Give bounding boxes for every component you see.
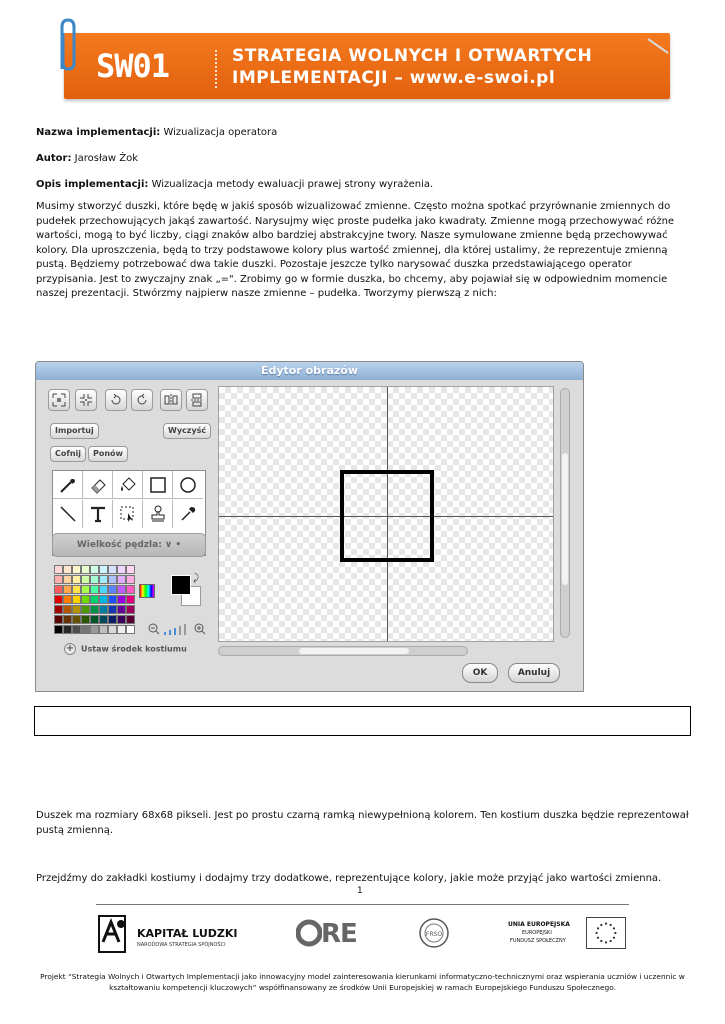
color-swatch[interactable] [117, 575, 126, 584]
rotate-left-button[interactable] [105, 389, 127, 411]
fill-tool[interactable] [113, 471, 143, 499]
line-icon [59, 505, 77, 523]
ok-button[interactable]: OK [462, 663, 498, 683]
color-swatch[interactable] [90, 575, 99, 584]
color-swatch[interactable] [90, 595, 99, 604]
color-swatch[interactable] [117, 595, 126, 604]
color-swatch[interactable] [81, 585, 90, 594]
color-swatch[interactable] [99, 595, 108, 604]
color-swatch[interactable] [63, 615, 72, 624]
ore-logo [296, 918, 364, 952]
flip-vertical-button[interactable] [186, 389, 208, 411]
eraser-icon [89, 476, 107, 494]
paragraph-1: Musimy stworzyć duszki, które będę w jakiś sposób wizualizować zmienne. Często można spotkać przyrównanie zmiennych do pudełek przechowujących jakąś zawartość. Narysujmy więc proste pudełka jako kwadraty. Zmienne mogą przechowywać różne wartości, mogą to być liczby, ciągi znaków albo bardziej abstrakcyjne twory. Nasze symulowane zmienne będą przechowywać kolory. Dla uproszczenia, będą to trzy podstawowe kolory plus wartość zmiennej, dla której ustalimy, że reprezentuje zmienną pustą. Będziemy potrzebować dwa takie duszki. Pozostaje jeszcze tylko narysować duszka przedstawiającego operator przypisania. Jest to zwyczajny znak „=". Zrobimy go w formie duszka, bo chcemy, aby pojawiał się w odpowiednim momencie naszej prezentacji. Stwórzmy najpierw nasze zmienne – pudełka. Tworzymy pierwszą z nich: [36, 201, 675, 299]
color-swatch[interactable] [99, 575, 108, 584]
color-swatch[interactable] [126, 605, 135, 614]
color-swatch[interactable] [54, 595, 63, 604]
empty-frame [34, 706, 691, 736]
color-swatch[interactable] [81, 575, 90, 584]
zoom-out-icon[interactable] [149, 624, 159, 634]
plus-icon: + [65, 643, 75, 654]
drawn-square [340, 470, 434, 562]
color-swatch[interactable] [108, 565, 117, 574]
color-swatch[interactable] [108, 605, 117, 614]
color-swatch[interactable] [63, 625, 72, 634]
color-swatch[interactable] [126, 595, 135, 604]
kapital-ludzki-emblem [95, 912, 133, 956]
color-swatch[interactable] [117, 605, 126, 614]
rotate-right-icon [135, 393, 149, 407]
color-swatch[interactable] [72, 605, 81, 614]
flip-vertical-icon [190, 393, 204, 407]
color-swatch[interactable] [54, 605, 63, 614]
page-number: 1 [357, 886, 363, 896]
color-swatch[interactable] [126, 585, 135, 594]
color-swatch[interactable] [81, 625, 90, 634]
grow-icon [52, 393, 66, 407]
impl-description [36, 178, 433, 192]
brush-size-selector[interactable]: Wielkość pędzla: ∨ • [52, 533, 206, 557]
paragraph-3: Przejdźmy do zakładki kostiumy i dodajmy trzy dodatkowe, reprezentujące kolory, jakie może przyjąć jako wartości zmienna. [36, 873, 662, 884]
impl-name [36, 126, 277, 140]
stamp-icon [149, 505, 167, 523]
color-swatch[interactable] [108, 595, 117, 604]
color-swatch[interactable] [54, 575, 63, 584]
banner-divider [215, 50, 217, 88]
color-swatch[interactable] [54, 565, 63, 574]
paperclip-icon [54, 17, 80, 75]
banner-title [232, 45, 592, 89]
ore-text: RE [321, 919, 357, 949]
impl-author-label: Autor: [36, 153, 72, 164]
set-center-label: Ustaw środek kostiumu [81, 644, 187, 654]
eu-logo [508, 917, 620, 951]
horizontal-scroll-thumb[interactable] [299, 648, 409, 654]
color-swatch[interactable] [81, 615, 90, 624]
project-funding-note: Projekt “Strategia Wolnych i Otwartych Implementacji jako innowacyjny model zainteresowania kierunkami informatyczno-technicznymi oraz wspierania uczniów i uczennic w kształtowaniu kompetencji kluczowych” współfinansowany ze środków Unii Europejskiej w ramach Europejskiego Funduszu Społecznego. [40, 972, 685, 992]
frso-seal-icon [418, 917, 450, 949]
zoom-level-bars[interactable] [164, 624, 186, 635]
flip-horizontal-button[interactable] [160, 389, 182, 411]
color-swatch[interactable] [108, 615, 117, 624]
svg-text:FRSO: FRSO [425, 931, 443, 938]
color-swatch[interactable] [90, 585, 99, 594]
impl-name-label: Nazwa implementacji: [36, 127, 161, 138]
select-tool[interactable] [113, 500, 143, 528]
text-icon [89, 505, 107, 523]
color-swatch[interactable] [81, 605, 90, 614]
shrink-button[interactable] [75, 389, 97, 411]
color-swatch[interactable] [81, 595, 90, 604]
rotate-right-button[interactable] [131, 389, 153, 411]
impl-description-label: Opis implementacji: [36, 179, 149, 190]
impl-author [36, 152, 138, 166]
foreground-color-swatch[interactable] [171, 575, 191, 595]
color-swatch[interactable] [72, 615, 81, 624]
vertical-scrollbar[interactable] [560, 388, 570, 638]
flip-horizontal-icon [164, 393, 178, 407]
color-swatch[interactable] [72, 575, 81, 584]
rectangle-tool[interactable] [143, 471, 173, 499]
color-swatch[interactable] [108, 585, 117, 594]
clear-button[interactable]: Wyczyść [163, 423, 211, 439]
footer-divider [96, 904, 629, 905]
ellipse-icon [179, 476, 197, 494]
color-swatch[interactable] [126, 565, 135, 574]
swap-colors-icon[interactable]: ⤸ [193, 573, 199, 584]
eu-flag-icon [586, 917, 626, 949]
logo-text: SW01 [96, 47, 170, 85]
pin-icon [646, 37, 670, 55]
kapital-ludzki-logo [95, 912, 245, 956]
text-tool[interactable] [83, 500, 113, 528]
color-swatch[interactable] [117, 585, 126, 594]
color-swatch[interactable] [81, 565, 90, 574]
eu-title: UNIA EUROPEJSKA [508, 921, 570, 928]
ore-circle-icon [296, 918, 322, 948]
shrink-icon [79, 393, 93, 407]
color-swatch[interactable] [63, 595, 72, 604]
paragraph-2: Duszek ma rozmiary 68x68 pikseli. Jest po prostu czarną ramką niewypełnioną kolorem. Ten kostium duszka będzie reprezentował pustą zmienną. [36, 810, 689, 836]
rectangle-icon [149, 476, 167, 494]
color-swatch[interactable] [72, 625, 81, 634]
color-swatch[interactable] [117, 625, 126, 634]
impl-description-value: Wizualizacja metody ewaluacji prawej strony wyrażenia. [151, 179, 434, 190]
zoom-control [148, 622, 210, 636]
vertical-scroll-thumb[interactable] [562, 453, 568, 585]
color-swatch[interactable] [99, 605, 108, 614]
kapital-ludzki-subtitle: NARODOWA STRATEGIA SPÓJNOŚCI [137, 942, 226, 948]
color-swatch[interactable] [63, 565, 72, 574]
color-swatch[interactable] [117, 615, 126, 624]
set-center-button[interactable] [64, 643, 187, 655]
redo-button[interactable]: Ponów [88, 446, 128, 462]
color-swatch[interactable] [90, 625, 99, 634]
color-palette [54, 565, 134, 635]
zoom-in-icon[interactable] [195, 624, 205, 634]
color-swatch[interactable] [63, 575, 72, 584]
banner-title-line1: STRATEGIA WOLNYCH I OTWARTYCH [232, 46, 593, 66]
color-swatch[interactable] [90, 565, 99, 574]
color-swatch[interactable] [99, 615, 108, 624]
kapital-ludzki-title: KAPITAŁ LUDZKI [137, 927, 238, 940]
banner-title-line2: IMPLEMENTACJI – www.e-swoi.pl [232, 68, 556, 88]
stamp-tool[interactable] [143, 500, 173, 528]
color-swatch[interactable] [54, 615, 63, 624]
eyedropper-icon [179, 505, 197, 523]
select-icon [119, 505, 137, 523]
color-swatch[interactable] [63, 585, 72, 594]
paint-editor-window [35, 361, 584, 692]
undo-button[interactable]: Cofnij [50, 446, 86, 462]
color-swatch[interactable] [108, 575, 117, 584]
brush-icon [59, 476, 77, 494]
color-swatch[interactable] [90, 615, 99, 624]
color-swatch[interactable] [108, 625, 117, 634]
color-swatch[interactable] [126, 575, 135, 584]
horizontal-scrollbar[interactable] [218, 646, 468, 656]
color-swatch[interactable] [99, 565, 108, 574]
eyedropper-tool[interactable] [173, 500, 203, 528]
color-swatch[interactable] [54, 625, 63, 634]
color-swatch[interactable] [126, 625, 135, 634]
impl-author-value: Jarosław Żok [74, 153, 139, 164]
color-swatch[interactable] [63, 605, 72, 614]
grow-button[interactable] [48, 389, 70, 411]
color-swatch[interactable] [99, 585, 108, 594]
import-button[interactable]: Importuj [50, 423, 99, 439]
fill-icon [119, 476, 137, 494]
color-swatch[interactable] [117, 565, 126, 574]
color-swatch[interactable] [126, 615, 135, 624]
eraser-tool[interactable] [83, 471, 113, 499]
color-swatch[interactable] [72, 595, 81, 604]
impl-name-value: Wizualizacja operatora [163, 127, 278, 138]
color-swatch[interactable] [54, 585, 63, 594]
ellipse-tool[interactable] [173, 471, 203, 499]
color-swatch[interactable] [72, 565, 81, 574]
drawing-canvas[interactable] [218, 386, 554, 642]
color-swatch[interactable] [72, 585, 81, 594]
rotate-left-icon [109, 393, 123, 407]
color-spectrum-button[interactable] [139, 584, 155, 598]
line-tool[interactable] [53, 500, 83, 528]
color-swatch[interactable] [99, 625, 108, 634]
eu-subtitle-1: EUROPEJSKI [522, 930, 552, 936]
brush-tool[interactable] [53, 471, 83, 499]
cancel-button[interactable]: Anuluj [508, 663, 560, 683]
editor-title: Edytor obrazów [36, 362, 583, 380]
header-banner [50, 17, 672, 103]
color-swatch[interactable] [90, 605, 99, 614]
eu-subtitle-2: FUNDUSZ SPOŁECZNY [510, 938, 566, 944]
